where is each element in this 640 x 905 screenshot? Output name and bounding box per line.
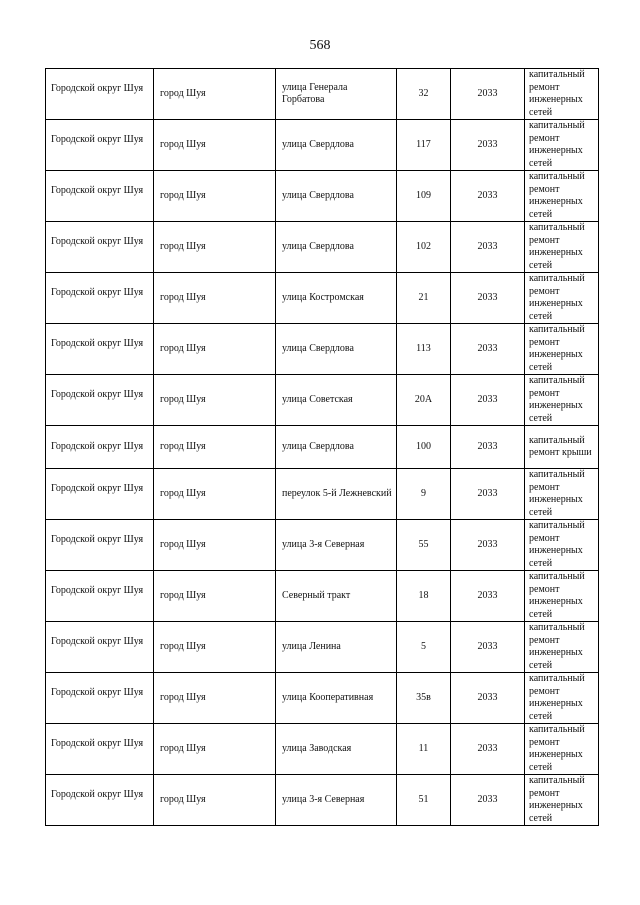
city-cell: город Шуя <box>154 69 276 120</box>
work-type-cell: капитальный ремонт инженерных сетей <box>525 171 599 222</box>
district-cell: Городской округ Шуя <box>46 520 154 571</box>
district-cell: Городской округ Шуя <box>46 375 154 426</box>
city-cell: город Шуя <box>154 324 276 375</box>
year-cell: 2033 <box>451 724 525 775</box>
house-number-cell: 113 <box>397 324 451 375</box>
district-cell: Городской округ Шуя <box>46 673 154 724</box>
house-number-cell: 102 <box>397 222 451 273</box>
work-type-cell: капитальный ремонт инженерных сетей <box>525 120 599 171</box>
street-cell: улица Свердлова <box>276 171 397 222</box>
district-cell: Городской округ Шуя <box>46 469 154 520</box>
house-number-cell: 55 <box>397 520 451 571</box>
district-cell: Городской округ Шуя <box>46 273 154 324</box>
year-cell: 2033 <box>451 622 525 673</box>
page-number: 568 <box>309 38 331 53</box>
street-cell: улица Ленина <box>276 622 397 673</box>
city-cell: город Шуя <box>154 273 276 324</box>
year-cell: 2033 <box>451 426 525 469</box>
street-cell: улица Свердлова <box>276 120 397 171</box>
work-type-cell: капитальный ремонт инженерных сетей <box>525 469 599 520</box>
table-row <box>46 273 599 324</box>
work-type-cell: капитальный ремонт инженерных сетей <box>525 222 599 273</box>
city-cell: город Шуя <box>154 775 276 826</box>
table-row <box>46 324 599 375</box>
year-cell: 2033 <box>451 69 525 120</box>
district-cell: Городской округ Шуя <box>46 426 154 469</box>
house-number-cell: 11 <box>397 724 451 775</box>
city-cell: город Шуя <box>154 622 276 673</box>
table-row <box>46 622 599 673</box>
street-cell: улица 3-я Северная <box>276 775 397 826</box>
city-cell: город Шуя <box>154 469 276 520</box>
year-cell: 2033 <box>451 775 525 826</box>
year-cell: 2033 <box>451 222 525 273</box>
city-cell: город Шуя <box>154 520 276 571</box>
district-cell: Городской округ Шуя <box>46 324 154 375</box>
city-cell: город Шуя <box>154 120 276 171</box>
table-row <box>46 375 599 426</box>
table-row <box>46 222 599 273</box>
district-cell: Городской округ Шуя <box>46 120 154 171</box>
work-type-cell: капитальный ремонт инженерных сетей <box>525 673 599 724</box>
district-cell: Городской округ Шуя <box>46 724 154 775</box>
table-body <box>46 69 599 826</box>
capital-repair-table <box>45 68 599 826</box>
work-type-cell: капитальный ремонт инженерных сетей <box>525 324 599 375</box>
street-cell: улица Свердлова <box>276 426 397 469</box>
work-type-cell: капитальный ремонт инженерных сетей <box>525 69 599 120</box>
city-cell: город Шуя <box>154 222 276 273</box>
street-cell: улица Советская <box>276 375 397 426</box>
house-number-cell: 9 <box>397 469 451 520</box>
district-cell: Городской округ Шуя <box>46 775 154 826</box>
work-type-cell: капитальный ремонт крыши <box>525 426 599 469</box>
work-type-cell: капитальный ремонт инженерных сетей <box>525 775 599 826</box>
city-cell: город Шуя <box>154 171 276 222</box>
table-row <box>46 520 599 571</box>
district-cell: Городской округ Шуя <box>46 69 154 120</box>
city-cell: город Шуя <box>154 375 276 426</box>
table-row <box>46 724 599 775</box>
year-cell: 2033 <box>451 469 525 520</box>
house-number-cell: 35в <box>397 673 451 724</box>
house-number-cell: 109 <box>397 171 451 222</box>
year-cell: 2033 <box>451 673 525 724</box>
work-type-cell: капитальный ремонт инженерных сетей <box>525 273 599 324</box>
city-cell: город Шуя <box>154 724 276 775</box>
house-number-cell: 100 <box>397 426 451 469</box>
year-cell: 2033 <box>451 171 525 222</box>
table-row <box>46 775 599 826</box>
table-row <box>46 69 599 120</box>
street-cell: улица Костромская <box>276 273 397 324</box>
work-type-cell: капитальный ремонт инженерных сетей <box>525 571 599 622</box>
street-cell: переулок 5-й Лежневский <box>276 469 397 520</box>
house-number-cell: 32 <box>397 69 451 120</box>
table-row <box>46 120 599 171</box>
year-cell: 2033 <box>451 375 525 426</box>
house-number-cell: 20А <box>397 375 451 426</box>
table-row <box>46 171 599 222</box>
city-cell: город Шуя <box>154 673 276 724</box>
year-cell: 2033 <box>451 273 525 324</box>
district-cell: Городской округ Шуя <box>46 171 154 222</box>
street-cell: улица 3-я Северная <box>276 520 397 571</box>
house-number-cell: 117 <box>397 120 451 171</box>
street-cell: улица Генерала Горбатова <box>276 69 397 120</box>
street-cell: улица Кооперативная <box>276 673 397 724</box>
work-type-cell: капитальный ремонт инженерных сетей <box>525 375 599 426</box>
street-cell: улица Свердлова <box>276 324 397 375</box>
year-cell: 2033 <box>451 120 525 171</box>
city-cell: город Шуя <box>154 426 276 469</box>
house-number-cell: 5 <box>397 622 451 673</box>
table-row <box>46 571 599 622</box>
district-cell: Городской округ Шуя <box>46 222 154 273</box>
work-type-cell: капитальный ремонт инженерных сетей <box>525 622 599 673</box>
street-cell: улица Свердлова <box>276 222 397 273</box>
street-cell: улица Заводская <box>276 724 397 775</box>
table-row <box>46 426 599 469</box>
district-cell: Городской округ Шуя <box>46 622 154 673</box>
house-number-cell: 21 <box>397 273 451 324</box>
street-cell: Северный тракт <box>276 571 397 622</box>
city-cell: город Шуя <box>154 571 276 622</box>
year-cell: 2033 <box>451 571 525 622</box>
table-row <box>46 469 599 520</box>
year-cell: 2033 <box>451 324 525 375</box>
district-cell: Городской округ Шуя <box>46 571 154 622</box>
table-row <box>46 673 599 724</box>
year-cell: 2033 <box>451 520 525 571</box>
house-number-cell: 51 <box>397 775 451 826</box>
house-number-cell: 18 <box>397 571 451 622</box>
work-type-cell: капитальный ремонт инженерных сетей <box>525 724 599 775</box>
work-type-cell: капитальный ремонт инженерных сетей <box>525 520 599 571</box>
